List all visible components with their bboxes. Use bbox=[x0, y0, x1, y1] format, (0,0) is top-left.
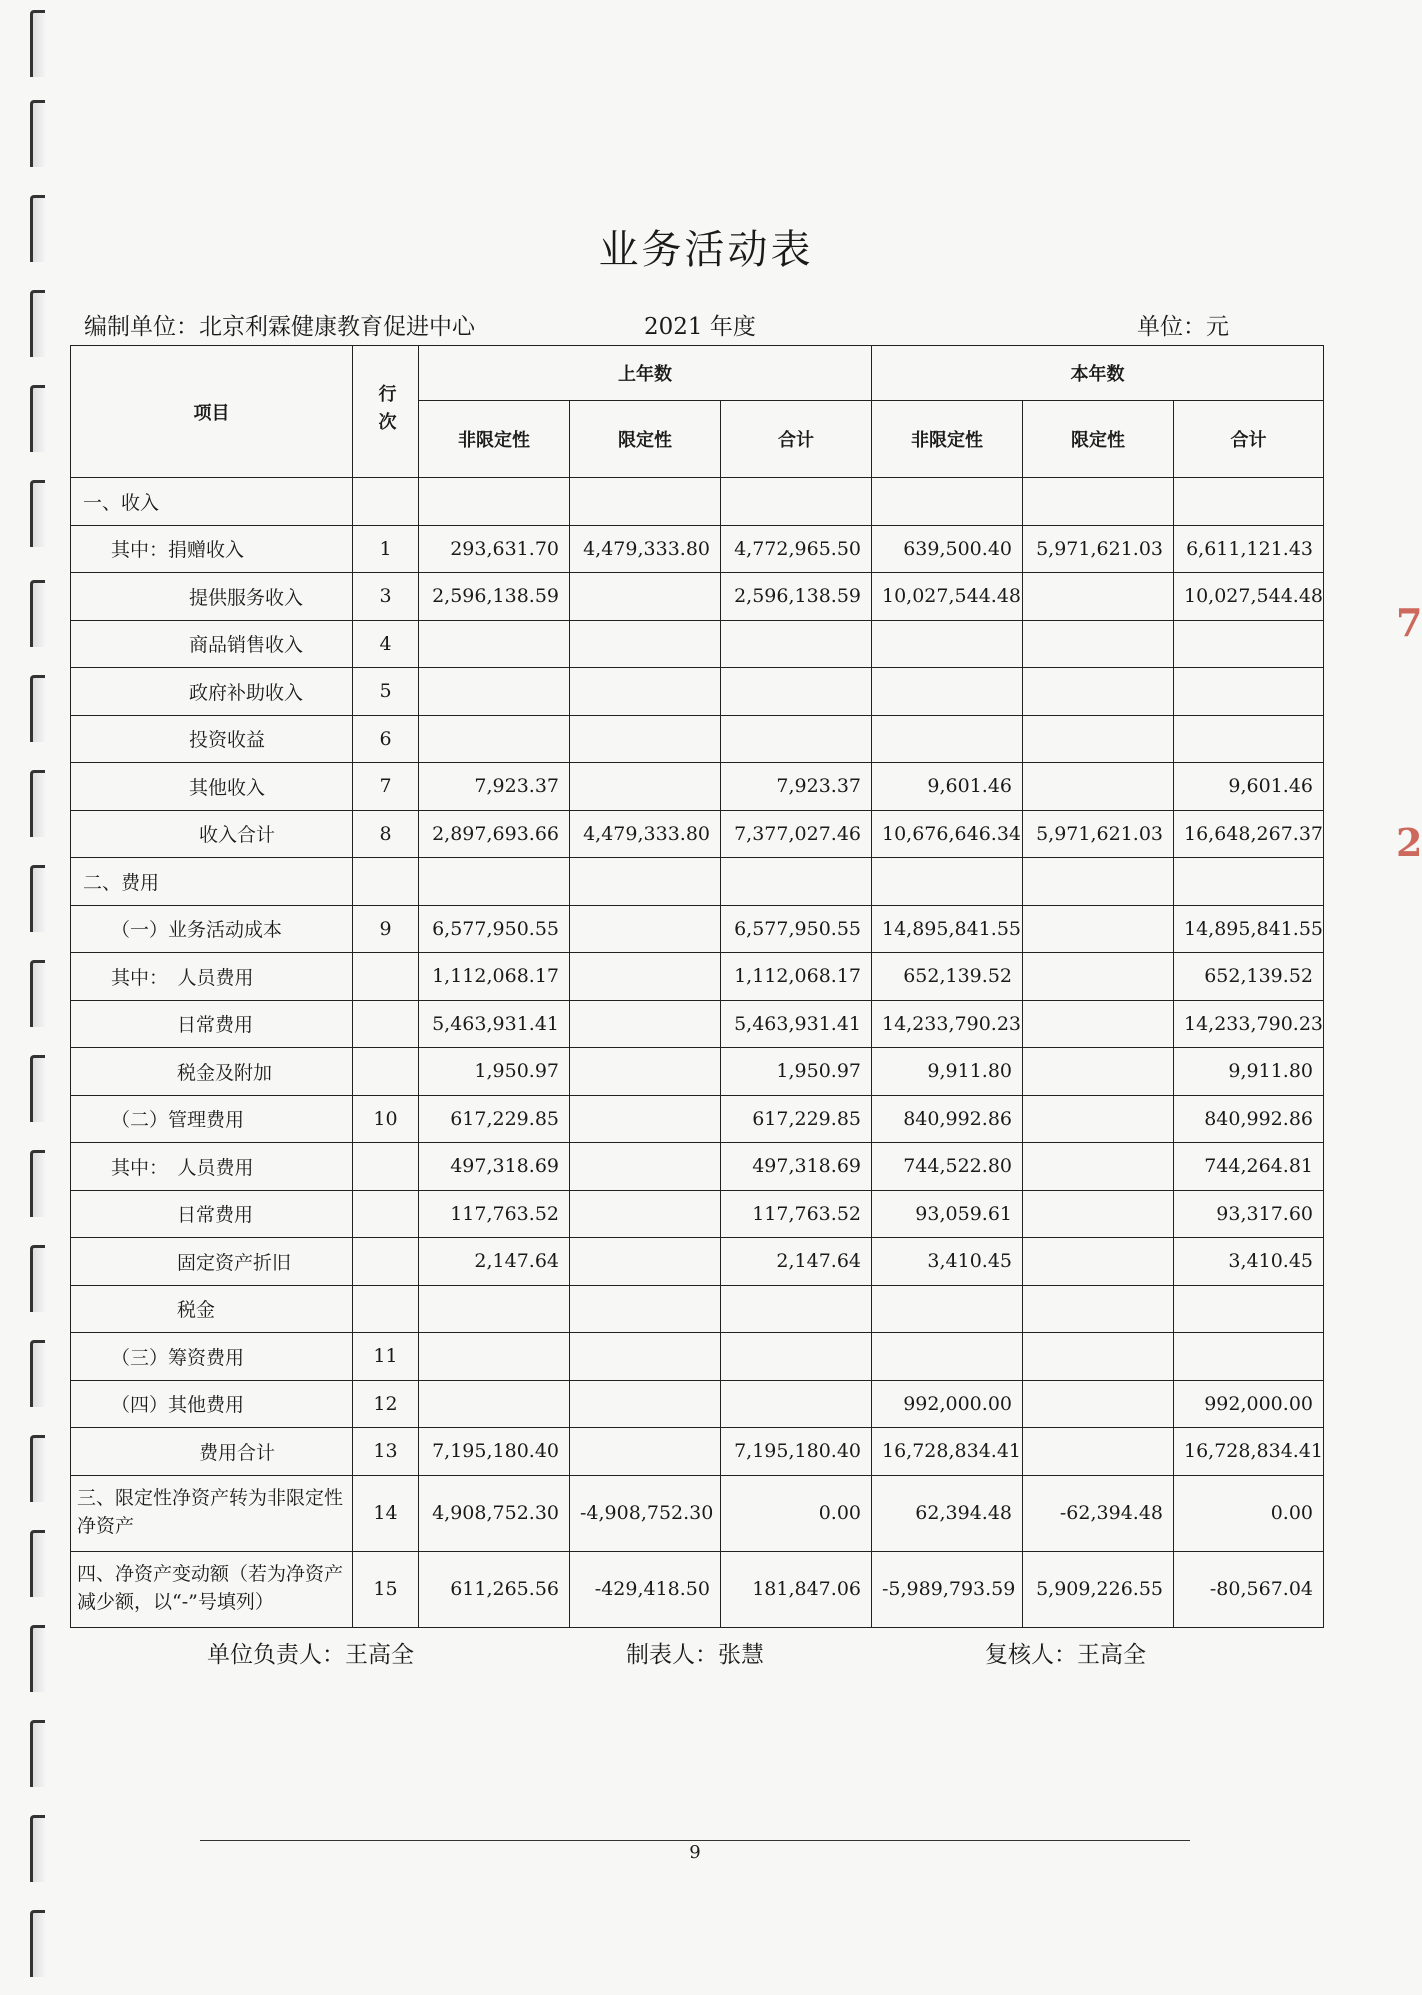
cell-prev-restricted: 4,479,333.80 bbox=[570, 525, 721, 573]
header-line: 行次 bbox=[353, 346, 419, 478]
cell-curr-unrestricted: 9,601.46 bbox=[872, 763, 1023, 811]
row-item-label: 一、收入 bbox=[71, 478, 353, 526]
table-row bbox=[71, 715, 1324, 763]
row-item-label: 商品销售收入 bbox=[71, 620, 353, 668]
cell-prev-total bbox=[721, 858, 872, 906]
row-line-number: 9 bbox=[353, 905, 419, 953]
cell-prev-total: 0.00 bbox=[721, 1475, 872, 1551]
row-line-number: 13 bbox=[353, 1428, 419, 1476]
table-row bbox=[71, 810, 1324, 858]
header-curr-restricted: 限定性 bbox=[1023, 401, 1174, 478]
cell-curr-restricted bbox=[1023, 953, 1174, 1001]
cell-prev-restricted bbox=[570, 1190, 721, 1238]
cell-prev-restricted bbox=[570, 1143, 721, 1191]
row-item-label: （二）管理费用 bbox=[71, 1095, 353, 1143]
cell-prev-restricted bbox=[570, 1000, 721, 1048]
cell-prev-unrestricted: 7,923.37 bbox=[419, 763, 570, 811]
cell-prev-restricted bbox=[570, 763, 721, 811]
row-item-label: 费用合计 bbox=[71, 1428, 353, 1476]
cell-curr-restricted bbox=[1023, 1380, 1174, 1428]
table-row bbox=[71, 573, 1324, 621]
table-row bbox=[71, 1000, 1324, 1048]
cell-curr-total bbox=[1174, 1285, 1324, 1333]
cell-curr-unrestricted: 992,000.00 bbox=[872, 1380, 1023, 1428]
row-item-label: 税金 bbox=[71, 1285, 353, 1333]
cell-curr-total: 992,000.00 bbox=[1174, 1380, 1324, 1428]
cell-curr-total: 14,233,790.23 bbox=[1174, 1000, 1324, 1048]
cell-curr-total bbox=[1174, 1333, 1324, 1381]
cell-curr-unrestricted bbox=[872, 668, 1023, 716]
cell-curr-restricted bbox=[1023, 1190, 1174, 1238]
cell-prev-unrestricted: 2,897,693.66 bbox=[419, 810, 570, 858]
row-item-label: 政府补助收入 bbox=[71, 668, 353, 716]
cell-curr-total: 6,611,121.43 bbox=[1174, 525, 1324, 573]
row-item-label: 税金及附加 bbox=[71, 1048, 353, 1096]
table-row bbox=[71, 953, 1324, 1001]
cell-prev-restricted bbox=[570, 905, 721, 953]
row-line-number: 10 bbox=[353, 1095, 419, 1143]
cell-curr-unrestricted: 16,728,834.41 bbox=[872, 1428, 1023, 1476]
cell-curr-restricted bbox=[1023, 1428, 1174, 1476]
cell-prev-unrestricted bbox=[419, 1333, 570, 1381]
cell-curr-unrestricted: 652,139.52 bbox=[872, 953, 1023, 1001]
cell-prev-restricted bbox=[570, 478, 721, 526]
cell-curr-unrestricted bbox=[872, 715, 1023, 763]
cell-prev-total: 1,112,068.17 bbox=[721, 953, 872, 1001]
cell-prev-restricted bbox=[570, 668, 721, 716]
row-line-number bbox=[353, 953, 419, 1001]
cell-prev-total bbox=[721, 1285, 872, 1333]
cell-curr-unrestricted: 744,522.80 bbox=[872, 1143, 1023, 1191]
cell-prev-restricted: -429,418.50 bbox=[570, 1551, 721, 1627]
row-line-number: 8 bbox=[353, 810, 419, 858]
row-item-label: 固定资产折旧 bbox=[71, 1238, 353, 1286]
row-item-label: 日常费用 bbox=[71, 1190, 353, 1238]
cell-prev-restricted bbox=[570, 1428, 721, 1476]
cell-prev-unrestricted bbox=[419, 858, 570, 906]
cell-prev-total: 4,772,965.50 bbox=[721, 525, 872, 573]
cell-prev-unrestricted bbox=[419, 478, 570, 526]
currency-unit: 单位：元 bbox=[1137, 314, 1229, 340]
cell-curr-total: 9,601.46 bbox=[1174, 763, 1324, 811]
cell-curr-unrestricted: -5,989,793.59 bbox=[872, 1551, 1023, 1627]
cell-curr-unrestricted bbox=[872, 1333, 1023, 1381]
row-line-number: 15 bbox=[353, 1551, 419, 1627]
cell-prev-unrestricted bbox=[419, 1285, 570, 1333]
cell-prev-restricted bbox=[570, 1380, 721, 1428]
row-item-label: （一）业务活动成本 bbox=[71, 905, 353, 953]
page-title: 业务活动表 bbox=[598, 227, 814, 273]
cell-curr-total: 744,264.81 bbox=[1174, 1143, 1324, 1191]
table-row bbox=[71, 1428, 1324, 1476]
row-line-number bbox=[353, 1143, 419, 1191]
header-curr-total: 合计 bbox=[1174, 401, 1324, 478]
table-row bbox=[71, 1475, 1324, 1551]
cell-prev-total: 497,318.69 bbox=[721, 1143, 872, 1191]
cell-curr-total: 16,728,834.41 bbox=[1174, 1428, 1324, 1476]
row-line-number: 4 bbox=[353, 620, 419, 668]
header-prev-year: 上年数 bbox=[419, 346, 872, 401]
row-item-label: 日常费用 bbox=[71, 1000, 353, 1048]
row-line-number bbox=[353, 858, 419, 906]
header-prev-unrestricted: 非限定性 bbox=[419, 401, 570, 478]
cell-curr-restricted bbox=[1023, 1333, 1174, 1381]
cell-prev-restricted bbox=[570, 953, 721, 1001]
cell-prev-restricted bbox=[570, 1238, 721, 1286]
header-curr-year: 本年数 bbox=[872, 346, 1324, 401]
cell-prev-total: 181,847.06 bbox=[721, 1551, 872, 1627]
signature-preparer: 制表人：张慧 bbox=[626, 1642, 764, 1668]
row-line-number bbox=[353, 1285, 419, 1333]
signature-head: 单位负责人：王高全 bbox=[207, 1642, 414, 1668]
table-row bbox=[71, 858, 1324, 906]
cell-prev-unrestricted: 2,596,138.59 bbox=[419, 573, 570, 621]
row-line-number: 12 bbox=[353, 1380, 419, 1428]
cell-curr-restricted bbox=[1023, 1285, 1174, 1333]
cell-prev-total: 7,195,180.40 bbox=[721, 1428, 872, 1476]
table-row bbox=[71, 525, 1324, 573]
cell-prev-unrestricted bbox=[419, 1380, 570, 1428]
cell-curr-unrestricted: 10,676,646.34 bbox=[872, 810, 1023, 858]
row-item-label: 其中： 人员费用 bbox=[71, 1143, 353, 1191]
row-line-number: 1 bbox=[353, 525, 419, 573]
cell-curr-total bbox=[1174, 715, 1324, 763]
cell-prev-unrestricted: 1,950.97 bbox=[419, 1048, 570, 1096]
cell-prev-unrestricted bbox=[419, 620, 570, 668]
cell-curr-restricted bbox=[1023, 858, 1174, 906]
cell-prev-unrestricted bbox=[419, 668, 570, 716]
cell-prev-total bbox=[721, 620, 872, 668]
cell-prev-restricted: -4,908,752.30 bbox=[570, 1475, 721, 1551]
cell-curr-restricted: -62,394.48 bbox=[1023, 1475, 1174, 1551]
cell-prev-unrestricted: 611,265.56 bbox=[419, 1551, 570, 1627]
cell-prev-total: 6,577,950.55 bbox=[721, 905, 872, 953]
cell-prev-total bbox=[721, 668, 872, 716]
cell-prev-unrestricted: 6,577,950.55 bbox=[419, 905, 570, 953]
table-row bbox=[71, 620, 1324, 668]
cell-curr-total bbox=[1174, 668, 1324, 716]
cell-curr-total: 0.00 bbox=[1174, 1475, 1324, 1551]
header-prev-restricted: 限定性 bbox=[570, 401, 721, 478]
row-item-label: （三）筹资费用 bbox=[71, 1333, 353, 1381]
row-item-label: 其他收入 bbox=[71, 763, 353, 811]
cell-curr-unrestricted: 93,059.61 bbox=[872, 1190, 1023, 1238]
cell-prev-unrestricted: 2,147.64 bbox=[419, 1238, 570, 1286]
row-item-label: 三、限定性净资产转为非限定性净资产 bbox=[71, 1475, 353, 1551]
table-row bbox=[71, 905, 1324, 953]
cell-curr-total: 14,895,841.55 bbox=[1174, 905, 1324, 953]
compiling-unit: 编制单位：北京利霖健康教育促进中心 bbox=[84, 314, 475, 340]
cell-curr-total bbox=[1174, 478, 1324, 526]
row-item-label: 其中：捐赠收入 bbox=[71, 525, 353, 573]
cell-prev-unrestricted: 1,112,068.17 bbox=[419, 953, 570, 1001]
cell-curr-unrestricted bbox=[872, 478, 1023, 526]
row-line-number: 6 bbox=[353, 715, 419, 763]
cell-prev-unrestricted: 293,631.70 bbox=[419, 525, 570, 573]
cell-prev-restricted bbox=[570, 1333, 721, 1381]
page-number: 9 bbox=[689, 1842, 701, 1863]
cell-curr-restricted bbox=[1023, 668, 1174, 716]
row-item-label: 投资收益 bbox=[71, 715, 353, 763]
cell-curr-total: -80,567.04 bbox=[1174, 1551, 1324, 1627]
business-activity-table bbox=[70, 345, 1324, 1628]
cell-prev-unrestricted: 5,463,931.41 bbox=[419, 1000, 570, 1048]
row-line-number: 3 bbox=[353, 573, 419, 621]
cell-curr-restricted bbox=[1023, 573, 1174, 621]
cell-prev-restricted bbox=[570, 620, 721, 668]
cell-curr-unrestricted: 10,027,544.48 bbox=[872, 573, 1023, 621]
cell-prev-restricted bbox=[570, 715, 721, 763]
cell-curr-unrestricted bbox=[872, 1285, 1023, 1333]
cell-prev-total bbox=[721, 478, 872, 526]
row-item-label: 二、费用 bbox=[71, 858, 353, 906]
cell-curr-restricted bbox=[1023, 1048, 1174, 1096]
cell-prev-total: 7,377,027.46 bbox=[721, 810, 872, 858]
row-item-label: 四、净资产变动额（若为净资产减少额，以“-”号填列） bbox=[71, 1551, 353, 1627]
cell-curr-unrestricted: 639,500.40 bbox=[872, 525, 1023, 573]
cell-curr-restricted bbox=[1023, 715, 1174, 763]
cell-curr-total: 840,992.86 bbox=[1174, 1095, 1324, 1143]
cell-curr-total: 16,648,267.37 bbox=[1174, 810, 1324, 858]
cell-prev-unrestricted: 117,763.52 bbox=[419, 1190, 570, 1238]
cell-curr-restricted bbox=[1023, 905, 1174, 953]
table-row bbox=[71, 1143, 1324, 1191]
cell-prev-total: 2,596,138.59 bbox=[721, 573, 872, 621]
stamp-mark: 2 bbox=[1396, 820, 1422, 865]
row-item-label: （四）其他费用 bbox=[71, 1380, 353, 1428]
cell-prev-restricted bbox=[570, 1048, 721, 1096]
cell-curr-restricted bbox=[1023, 478, 1174, 526]
table-row bbox=[71, 1048, 1324, 1096]
cell-curr-unrestricted: 14,233,790.23 bbox=[872, 1000, 1023, 1048]
table-row bbox=[71, 1333, 1324, 1381]
cell-prev-restricted bbox=[570, 1285, 721, 1333]
row-line-number: 14 bbox=[353, 1475, 419, 1551]
cell-curr-total bbox=[1174, 858, 1324, 906]
cell-prev-unrestricted: 7,195,180.40 bbox=[419, 1428, 570, 1476]
cell-curr-total bbox=[1174, 620, 1324, 668]
row-line-number: 5 bbox=[353, 668, 419, 716]
stamp-mark: 7 bbox=[1396, 600, 1422, 645]
table-row bbox=[71, 763, 1324, 811]
table-row bbox=[71, 1285, 1324, 1333]
table-row bbox=[71, 1238, 1324, 1286]
cell-curr-total: 3,410.45 bbox=[1174, 1238, 1324, 1286]
table-row bbox=[71, 1190, 1324, 1238]
cell-prev-total: 7,923.37 bbox=[721, 763, 872, 811]
row-line-number: 11 bbox=[353, 1333, 419, 1381]
cell-curr-total: 652,139.52 bbox=[1174, 953, 1324, 1001]
cell-prev-unrestricted: 4,908,752.30 bbox=[419, 1475, 570, 1551]
cell-curr-restricted bbox=[1023, 763, 1174, 811]
cell-curr-restricted bbox=[1023, 1000, 1174, 1048]
table-row bbox=[71, 1380, 1324, 1428]
header-prev-total: 合计 bbox=[721, 401, 872, 478]
cell-prev-total: 617,229.85 bbox=[721, 1095, 872, 1143]
cell-curr-restricted: 5,909,226.55 bbox=[1023, 1551, 1174, 1627]
cell-prev-unrestricted: 497,318.69 bbox=[419, 1143, 570, 1191]
signature-reviewer: 复核人：王高全 bbox=[985, 1642, 1146, 1668]
header-item: 项目 bbox=[71, 346, 353, 478]
cell-prev-unrestricted: 617,229.85 bbox=[419, 1095, 570, 1143]
cell-prev-total: 117,763.52 bbox=[721, 1190, 872, 1238]
row-item-label: 其中： 人员费用 bbox=[71, 953, 353, 1001]
cell-curr-unrestricted: 9,911.80 bbox=[872, 1048, 1023, 1096]
cell-curr-total: 9,911.80 bbox=[1174, 1048, 1324, 1096]
cell-curr-unrestricted: 3,410.45 bbox=[872, 1238, 1023, 1286]
report-year: 2021 年度 bbox=[644, 314, 756, 340]
cell-prev-unrestricted bbox=[419, 715, 570, 763]
cell-curr-unrestricted: 14,895,841.55 bbox=[872, 905, 1023, 953]
row-line-number bbox=[353, 478, 419, 526]
row-line-number: 7 bbox=[353, 763, 419, 811]
cell-curr-restricted bbox=[1023, 1143, 1174, 1191]
cell-prev-restricted bbox=[570, 858, 721, 906]
cell-curr-unrestricted bbox=[872, 620, 1023, 668]
cell-prev-total bbox=[721, 1380, 872, 1428]
cell-curr-unrestricted: 62,394.48 bbox=[872, 1475, 1023, 1551]
row-line-number bbox=[353, 1238, 419, 1286]
cell-curr-unrestricted bbox=[872, 858, 1023, 906]
cell-prev-total bbox=[721, 1333, 872, 1381]
row-line-number bbox=[353, 1000, 419, 1048]
cell-curr-restricted: 5,971,621.03 bbox=[1023, 810, 1174, 858]
cell-curr-restricted: 5,971,621.03 bbox=[1023, 525, 1174, 573]
table-row bbox=[71, 1551, 1324, 1627]
table-row bbox=[71, 668, 1324, 716]
cell-curr-restricted bbox=[1023, 1238, 1174, 1286]
cell-prev-restricted bbox=[570, 1095, 721, 1143]
row-line-number bbox=[353, 1190, 419, 1238]
table-row bbox=[71, 478, 1324, 526]
cell-prev-total: 2,147.64 bbox=[721, 1238, 872, 1286]
cell-curr-total: 10,027,544.48 bbox=[1174, 573, 1324, 621]
cell-prev-total: 1,950.97 bbox=[721, 1048, 872, 1096]
row-item-label: 提供服务收入 bbox=[71, 573, 353, 621]
cell-curr-total: 93,317.60 bbox=[1174, 1190, 1324, 1238]
table-row bbox=[71, 1095, 1324, 1143]
cell-prev-total: 5,463,931.41 bbox=[721, 1000, 872, 1048]
cell-prev-restricted bbox=[570, 573, 721, 621]
footer-rule bbox=[200, 1840, 1190, 1841]
cell-curr-restricted bbox=[1023, 1095, 1174, 1143]
row-line-number bbox=[353, 1048, 419, 1096]
cell-curr-restricted bbox=[1023, 620, 1174, 668]
cell-prev-restricted: 4,479,333.80 bbox=[570, 810, 721, 858]
cell-prev-total bbox=[721, 715, 872, 763]
row-item-label: 收入合计 bbox=[71, 810, 353, 858]
header-curr-unrestricted: 非限定性 bbox=[872, 401, 1023, 478]
cell-curr-unrestricted: 840,992.86 bbox=[872, 1095, 1023, 1143]
